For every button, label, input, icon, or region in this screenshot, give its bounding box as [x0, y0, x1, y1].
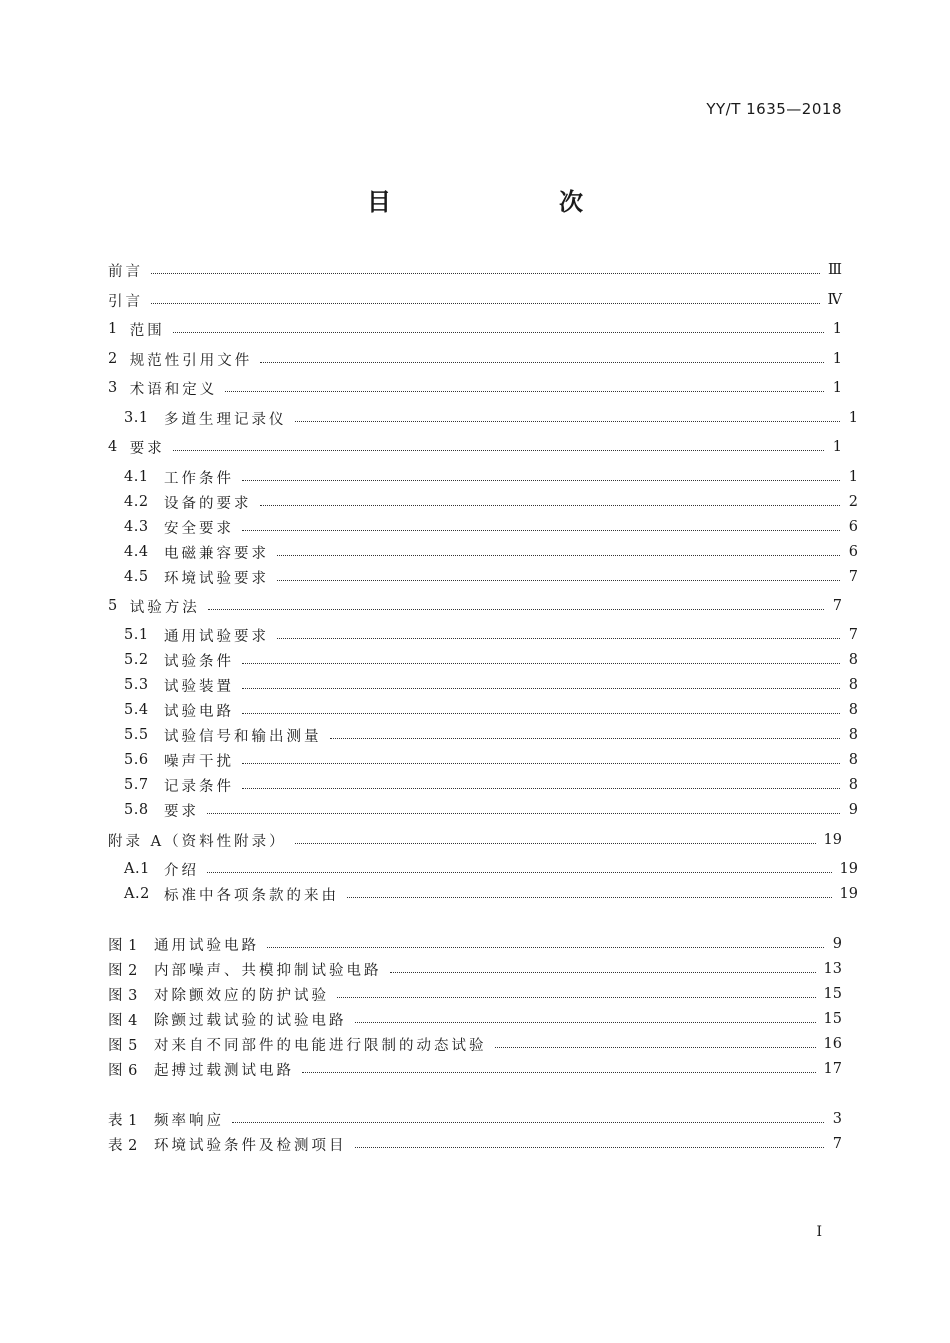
leader-dots — [295, 843, 816, 844]
table-list-entry[interactable] — [108, 1108, 842, 1130]
figure-page: 15 — [823, 986, 842, 1002]
leader-dots — [295, 421, 841, 422]
leader-dots — [277, 580, 840, 581]
toc-entry-number: 5.8 — [124, 802, 149, 818]
toc-entry[interactable] — [108, 318, 842, 340]
leader-dots — [151, 273, 820, 274]
toc-entry-number: 5.5 — [124, 727, 149, 743]
leader-dots — [277, 638, 840, 639]
leader-dots — [151, 303, 820, 304]
toc-entry-title: 试验方法 — [129, 599, 200, 616]
leader-dots — [337, 997, 816, 998]
toc-entry[interactable] — [108, 466, 858, 488]
leader-dots — [242, 480, 840, 481]
toc-entry[interactable] — [108, 624, 858, 646]
toc-entry-number: 4.2 — [124, 494, 149, 510]
leader-dots — [242, 713, 840, 714]
toc-entry-page: 19 — [823, 832, 842, 848]
figure-title: 对来自不同部件的电能进行限制的动态试验 — [154, 1037, 487, 1054]
leader-dots — [232, 1122, 824, 1123]
toc-entry-number: 5.6 — [124, 752, 149, 768]
toc-entry[interactable] — [108, 289, 842, 311]
toc-entry-title: 要求 — [129, 440, 165, 457]
toc-entry-title: 环境试验要求 — [164, 570, 269, 587]
figure-title: 通用试验电路 — [154, 937, 259, 954]
figure-number: 图 5 — [108, 1037, 138, 1054]
toc-entry-page: 19 — [839, 861, 858, 877]
standard-code: YY/T 1635—2018 — [706, 100, 842, 118]
figure-number: 图 6 — [108, 1062, 138, 1079]
toc-entry[interactable] — [108, 774, 858, 796]
toc-entry-page: 9 — [848, 802, 858, 818]
toc-entry[interactable] — [108, 724, 858, 746]
toc-entry-page: 1 — [848, 410, 858, 426]
toc-entry-title: 引言 — [108, 293, 143, 310]
toc-entry-page: 19 — [839, 886, 858, 902]
figure-list-entry[interactable] — [108, 933, 842, 955]
leader-dots — [260, 505, 841, 506]
toc-entry[interactable] — [108, 749, 858, 771]
toc-entry[interactable] — [108, 436, 842, 458]
toc-entry-number: 1 — [108, 321, 118, 337]
toc-entry-page: 8 — [848, 677, 858, 693]
table-number: 表 1 — [108, 1112, 138, 1129]
figure-page: 9 — [832, 936, 842, 952]
toc-entry-page: 7 — [832, 598, 842, 614]
figure-list-entry[interactable] — [108, 1033, 842, 1055]
figure-page: 17 — [823, 1061, 842, 1077]
toc-entry-number: A.2 — [124, 886, 150, 902]
figure-number: 图 3 — [108, 987, 138, 1004]
toc-entry-number: 4 — [108, 439, 118, 455]
leader-dots — [302, 1072, 816, 1073]
figure-number: 图 2 — [108, 962, 138, 979]
toc-entry-number: 5.1 — [124, 627, 149, 643]
figure-list-entry[interactable] — [108, 1058, 842, 1080]
leader-dots — [260, 362, 824, 363]
toc-entry[interactable] — [108, 566, 858, 588]
toc-entry[interactable] — [108, 595, 842, 617]
toc-entry-title: 试验条件 — [164, 653, 234, 670]
leader-dots — [173, 332, 824, 333]
toc-entry-number: 4.4 — [124, 544, 149, 560]
table-page: 3 — [832, 1111, 842, 1127]
toc-entry-number: 5.7 — [124, 777, 149, 793]
toc-entry-number: 4.1 — [124, 469, 149, 485]
page-title: 目 次 — [367, 187, 623, 216]
figure-number: 图 4 — [108, 1012, 138, 1029]
toc-entry-page: 6 — [848, 519, 858, 535]
figure-title: 起搏过载测试电路 — [154, 1062, 294, 1079]
toc-entry-number: 5.2 — [124, 652, 149, 668]
toc-entry-title: 电磁兼容要求 — [164, 545, 269, 562]
toc-entry-title: 记录条件 — [164, 778, 234, 795]
table-page: 7 — [832, 1136, 842, 1152]
toc-entry-page: 8 — [848, 752, 858, 768]
leader-dots — [207, 813, 840, 814]
leader-dots — [242, 788, 840, 789]
page-number: I — [816, 1224, 822, 1240]
leader-dots — [390, 972, 816, 973]
toc-entry[interactable] — [108, 407, 858, 429]
figure-page: 16 — [823, 1036, 842, 1052]
toc-entry-page: 8 — [848, 727, 858, 743]
toc-entry-title: 前言 — [108, 263, 143, 280]
figure-title: 内部噪声、共模抑制试验电路 — [154, 962, 382, 979]
toc-entry-title: 范围 — [129, 322, 165, 339]
toc-entry-title: 试验电路 — [164, 703, 234, 720]
toc-entry-number: 3 — [108, 380, 118, 396]
figure-number: 图 1 — [108, 937, 138, 954]
toc-entry[interactable] — [108, 858, 858, 880]
figure-list-entry[interactable] — [108, 983, 842, 1005]
toc-entry-title: 试验信号和输出测量 — [164, 728, 322, 745]
toc-entry-page: Ⅲ — [828, 262, 842, 278]
leader-dots — [242, 763, 840, 764]
toc-entry-title: 通用试验要求 — [164, 628, 269, 645]
toc-entry-number: 2 — [108, 351, 118, 367]
toc-entry-page: 1 — [832, 439, 842, 455]
leader-dots — [242, 530, 840, 531]
toc-entry-title: 多道生理记录仪 — [164, 411, 287, 428]
leader-dots — [207, 872, 832, 873]
leader-dots — [330, 738, 841, 739]
toc-entry-number: 4.5 — [124, 569, 149, 585]
leader-dots — [173, 450, 824, 451]
toc-entry-number: 3.1 — [124, 410, 149, 426]
toc-entry-number: A.1 — [124, 861, 150, 877]
toc-entry-title: 介绍 — [164, 862, 199, 879]
toc-entry-number: 5.3 — [124, 677, 149, 693]
toc-entry-title: 要求 — [164, 803, 199, 820]
toc-entry[interactable] — [108, 348, 842, 370]
figure-title: 除颤过载试验的试验电路 — [154, 1012, 347, 1029]
leader-dots — [208, 609, 824, 610]
toc-entry-title: 标准中各项条款的来由 — [164, 887, 339, 904]
leader-dots — [355, 1022, 816, 1023]
toc-entry-page: 1 — [832, 351, 842, 367]
toc-entry-title: 术语和定义 — [129, 381, 218, 398]
toc-entry-page: 1 — [848, 469, 858, 485]
toc-entry[interactable] — [108, 699, 858, 721]
toc-entry-page: 1 — [832, 380, 842, 396]
toc-entry[interactable] — [108, 883, 858, 905]
toc-entry-title: 试验装置 — [164, 678, 234, 695]
toc-entry-page: 6 — [848, 544, 858, 560]
toc-entry-page: Ⅳ — [827, 292, 842, 308]
figure-page: 15 — [823, 1011, 842, 1027]
leader-dots — [347, 897, 832, 898]
toc-entry-page: 7 — [848, 569, 858, 585]
leader-dots — [277, 555, 840, 556]
toc-entry[interactable] — [108, 541, 858, 563]
toc-entry[interactable] — [108, 674, 858, 696]
table-title: 环境试验条件及检测项目 — [154, 1137, 347, 1154]
leader-dots — [242, 663, 840, 664]
leader-dots — [495, 1047, 816, 1048]
toc-entry[interactable] — [108, 377, 842, 399]
toc-entry-number: 5.4 — [124, 702, 149, 718]
toc-entry-title: 安全要求 — [164, 520, 234, 537]
toc-entry-title: 附录 A（资料性附录） — [108, 833, 287, 850]
toc-entry-title: 噪声干扰 — [164, 753, 234, 770]
table-number: 表 2 — [108, 1137, 138, 1154]
toc-entry-page: 8 — [848, 652, 858, 668]
toc-entry-page: 7 — [848, 627, 858, 643]
leader-dots — [355, 1147, 825, 1148]
toc-entry-page: 8 — [848, 777, 858, 793]
toc-entry[interactable] — [108, 829, 842, 851]
toc-entry-page: 2 — [848, 494, 858, 510]
figure-title: 对除颤效应的防护试验 — [154, 987, 329, 1004]
leader-dots — [242, 688, 840, 689]
table-list-entry[interactable] — [108, 1133, 842, 1155]
toc-entry-title: 工作条件 — [164, 470, 234, 487]
toc-entry[interactable] — [108, 259, 842, 281]
toc-entry-number: 4.3 — [124, 519, 149, 535]
figure-page: 13 — [823, 961, 842, 977]
figure-list-entry[interactable] — [108, 958, 842, 980]
figure-list-entry[interactable] — [108, 1008, 842, 1030]
table-title: 频率响应 — [154, 1112, 224, 1129]
toc-entry-title: 设备的要求 — [164, 495, 252, 512]
toc-entry-number: 5 — [108, 598, 118, 614]
toc-entry-title: 规范性引用文件 — [129, 352, 253, 369]
leader-dots — [267, 947, 824, 948]
toc-entry-page: 1 — [832, 321, 842, 337]
toc-entry-page: 8 — [848, 702, 858, 718]
toc-entry[interactable] — [108, 649, 858, 671]
toc-entry[interactable] — [108, 516, 858, 538]
toc-entry[interactable] — [108, 491, 858, 513]
leader-dots — [225, 391, 824, 392]
toc-entry[interactable] — [108, 799, 858, 821]
